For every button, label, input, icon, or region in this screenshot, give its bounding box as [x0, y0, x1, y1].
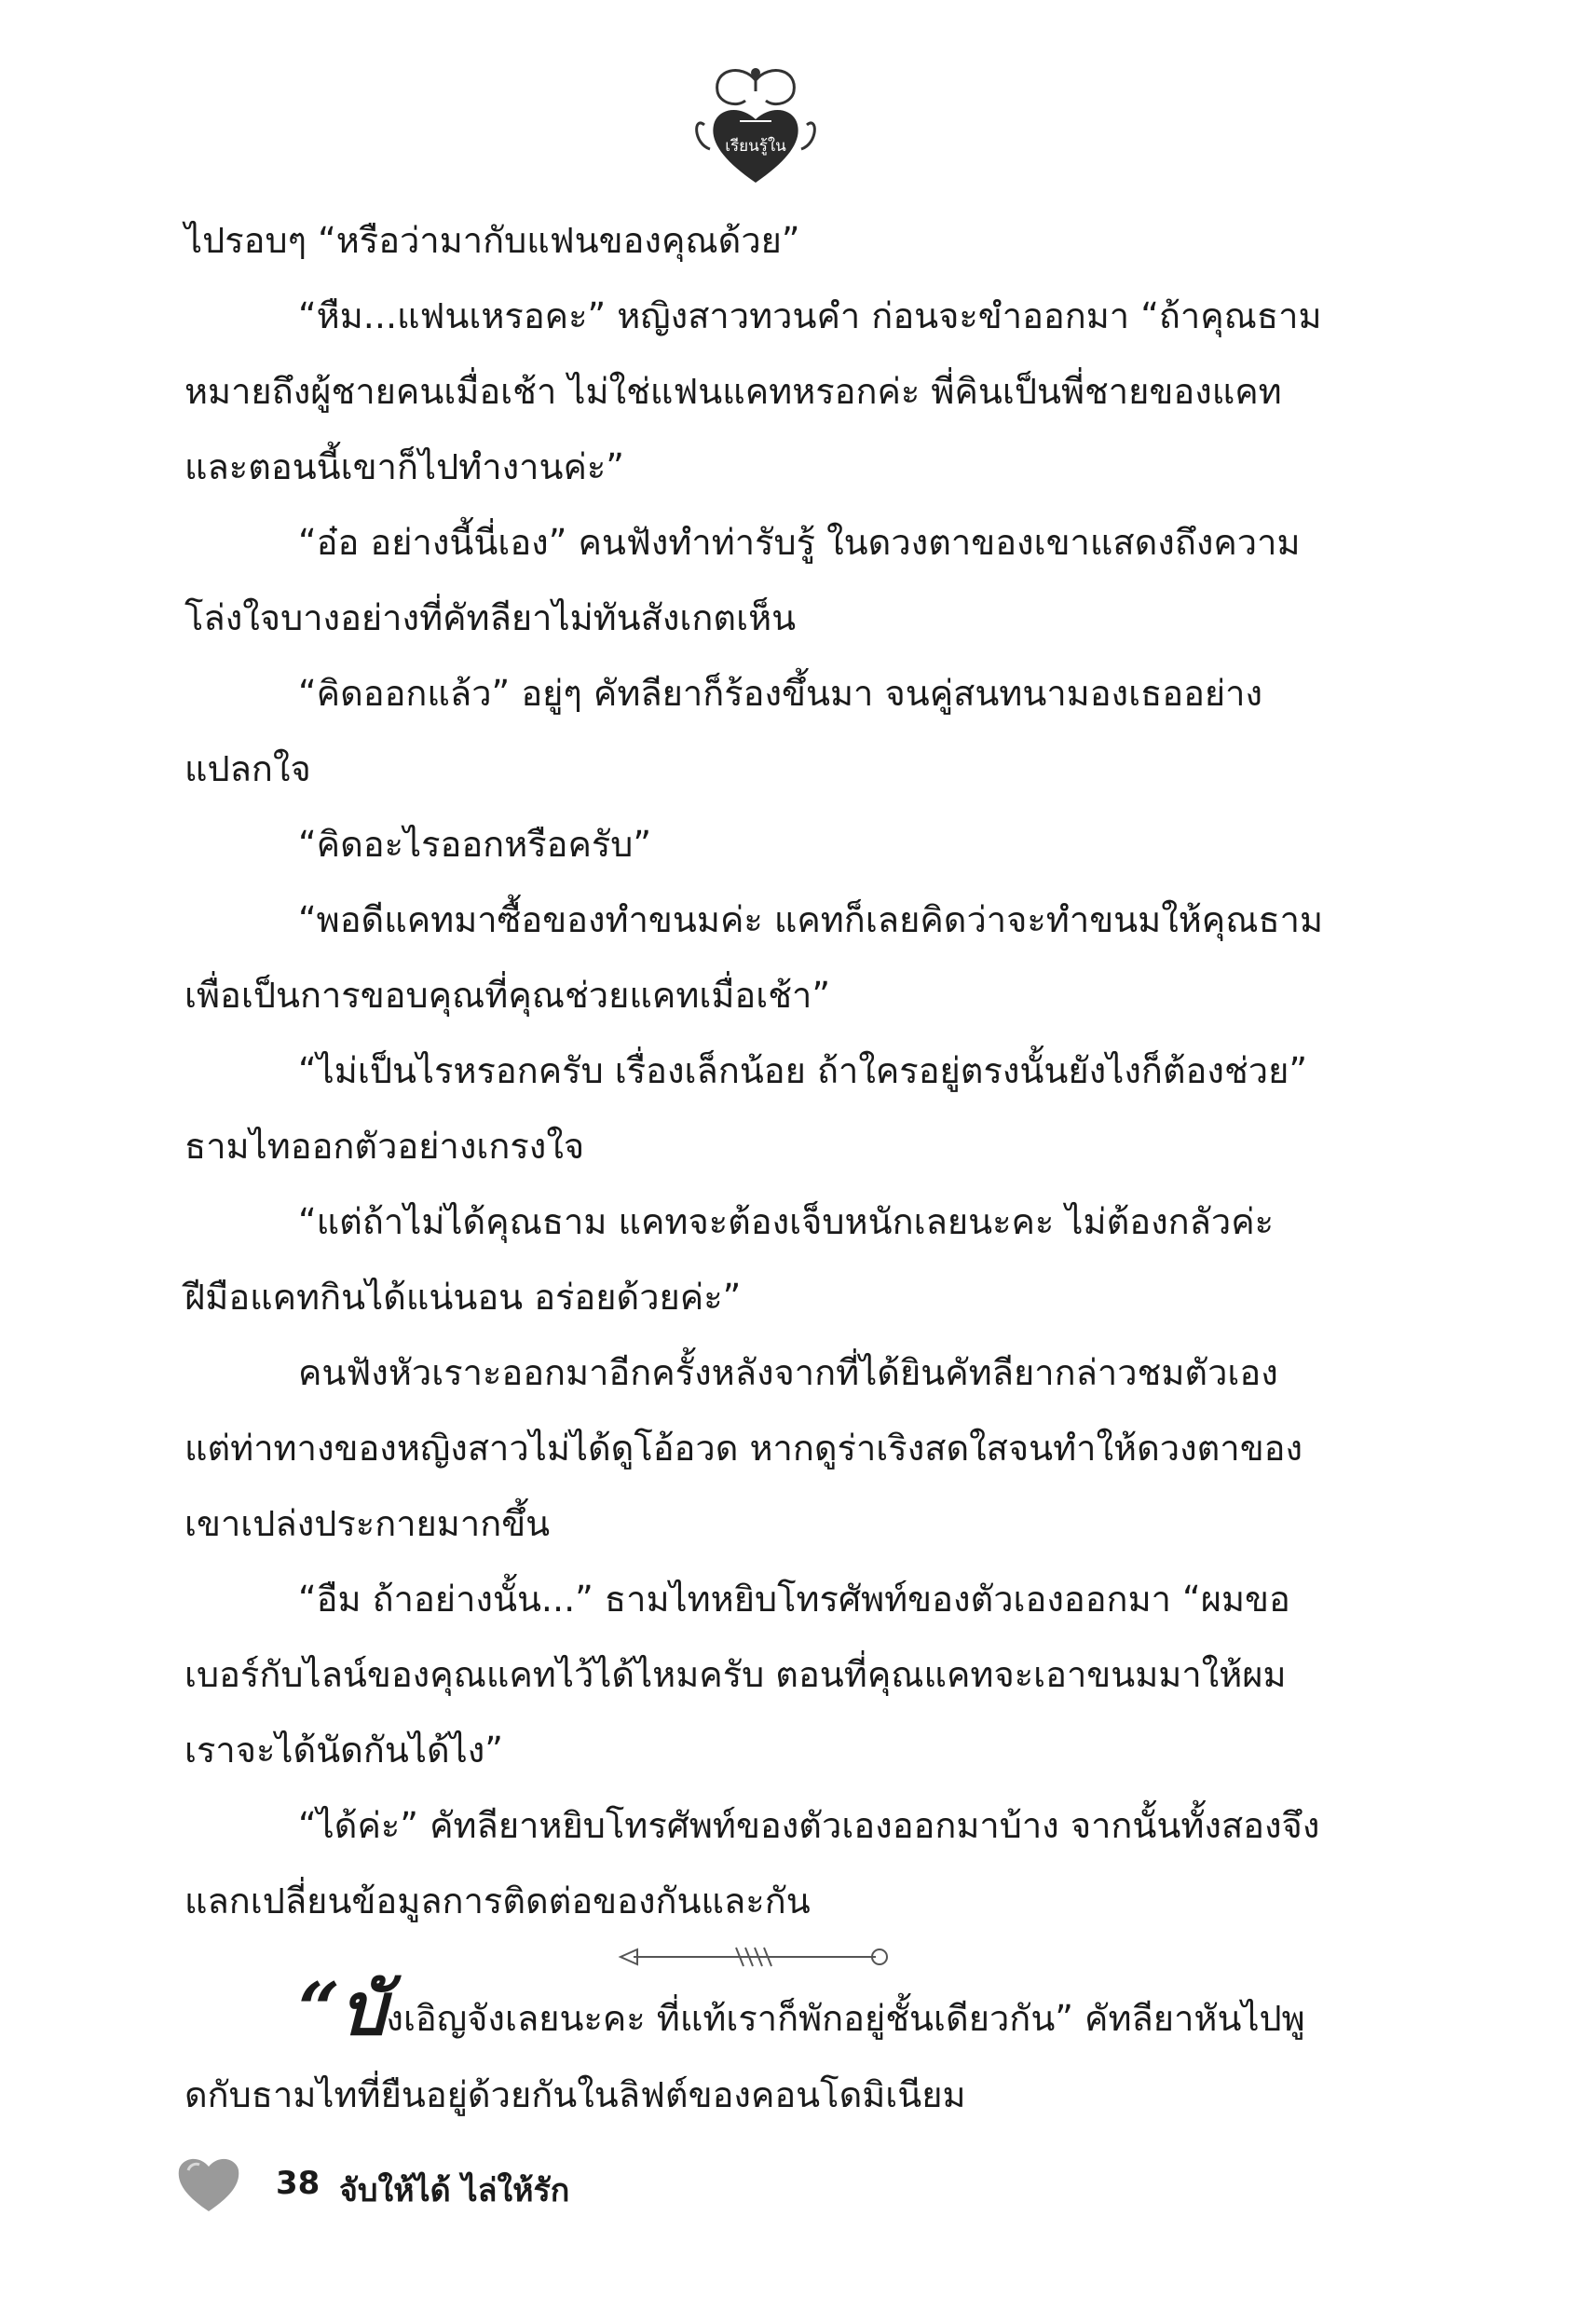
paragraph: “พอดีแคทมาซื้อของทำขนมค่ะ แคทก็เลยคิดว่าจะทำขนมให้คุณธามเพื่อเป็นการขอบคุณที่คุณช่วยแคทเมื่อเช้า” [184, 899, 1324, 1016]
drop-cap: “บั [298, 1967, 387, 2052]
emblem-label: เรียนรู้ใน [725, 137, 786, 156]
paragraph: “อ๋อ อย่างนี้นี่เอง” คนฟังทำท่ารับรู้ ในดวงตาของเขาแสดงถึงความโล่งใจบางอย่างที่คัทลียาไม่ทันสังเกตเห็น [184, 522, 1301, 638]
page-footer [175, 2148, 827, 2222]
paragraph: “ไม่เป็นไรหรอกครับ เรื่องเล็กน้อย ถ้าใครอยู่ตรงนั้นยังไงก็ต้องช่วย” ธามไทออกตัวอย่างเกรงใจ [184, 1050, 1308, 1167]
ornamental-heart-emblem-icon [686, 60, 825, 190]
paragraph: “คิดออกแล้ว” อยู่ๆ คัทลียาก็ร้องขึ้นมา จนคู่สนทนามองเธออย่างแปลกใจ [184, 673, 1263, 789]
paragraph: คนฟังหัวเราะออกมาอีกครั้งหลังจากที่ได้ยินคัทลียากล่าวชมตัวเอง แต่ท่าทางของหญิงสาวไม่ได้ดูโอ้อวด หากดูร่าเริงสดใสจนทำให้ดวงตาของเขาเปล่งประกายมากขึ้น [184, 1352, 1303, 1544]
new-section [184, 1967, 1332, 2133]
heart-icon [175, 2154, 242, 2213]
page-number: 38 [276, 2165, 321, 2202]
paragraph: “อืม ถ้าอย่างนั้น...” ธามไทหยิบโทรศัพท์ของตัวเองออกมา “ผมขอเบอร์กับไลน์ของคุณแคทไว้ได้ไหมครับ ตอนที่คุณแคทจะเอาขนมมาให้ผม เราจะได้นัดกันได้ไง” [184, 1579, 1290, 1771]
paragraph: “แต่ถ้าไม่ได้คุณธาม แคทจะต้องเจ็บหนักเลยนะคะ ไม่ต้องกลัวค่ะ ฝีมือแคทกินได้แน่นอน อร่อยด้วยค่ะ” [184, 1201, 1275, 1318]
arrow-ornament-divider-icon [615, 1938, 894, 1976]
book-title: จับให้ได้ ไล่ให้รัก [339, 2172, 570, 2209]
paragraph: “คิดอะไรออกหรือครับ” [298, 824, 652, 865]
section-opening-text: งเอิญจังเลยนะคะ ที่แท้เราก็พักอยู่ชั้นเดียวกัน” คัทลียาหันไปพูดกับธามไทที่ยืนอยู่ด้วยกันในลิฟต์ของคอนโดมิเนียม [184, 1998, 1305, 2115]
body-text [184, 203, 1332, 1939]
paragraph: “ได้ค่ะ” คัทลียาหยิบโทรศัพท์ของตัวเองออกมาบ้าง จากนั้นทั้งสองจึงแลกเปลี่ยนข้อมูลการติดต่อของกันและกัน [184, 1805, 1320, 1921]
paragraph: ไปรอบๆ “หรือว่ามากับแฟนของคุณด้วย” [184, 220, 800, 261]
paragraph: “หืม...แฟนเหรอคะ” หญิงสาวทวนคำ ก่อนจะขำออกมา “ถ้าคุณธามหมายถึงผู้ชายคนเมื่อเช้า ไม่ใช่แฟนแคทหรอกค่ะ พี่คินเป็นพี่ชายของแคท และตอนนี้เขาก็ไปทำงานค่ะ” [184, 295, 1322, 487]
